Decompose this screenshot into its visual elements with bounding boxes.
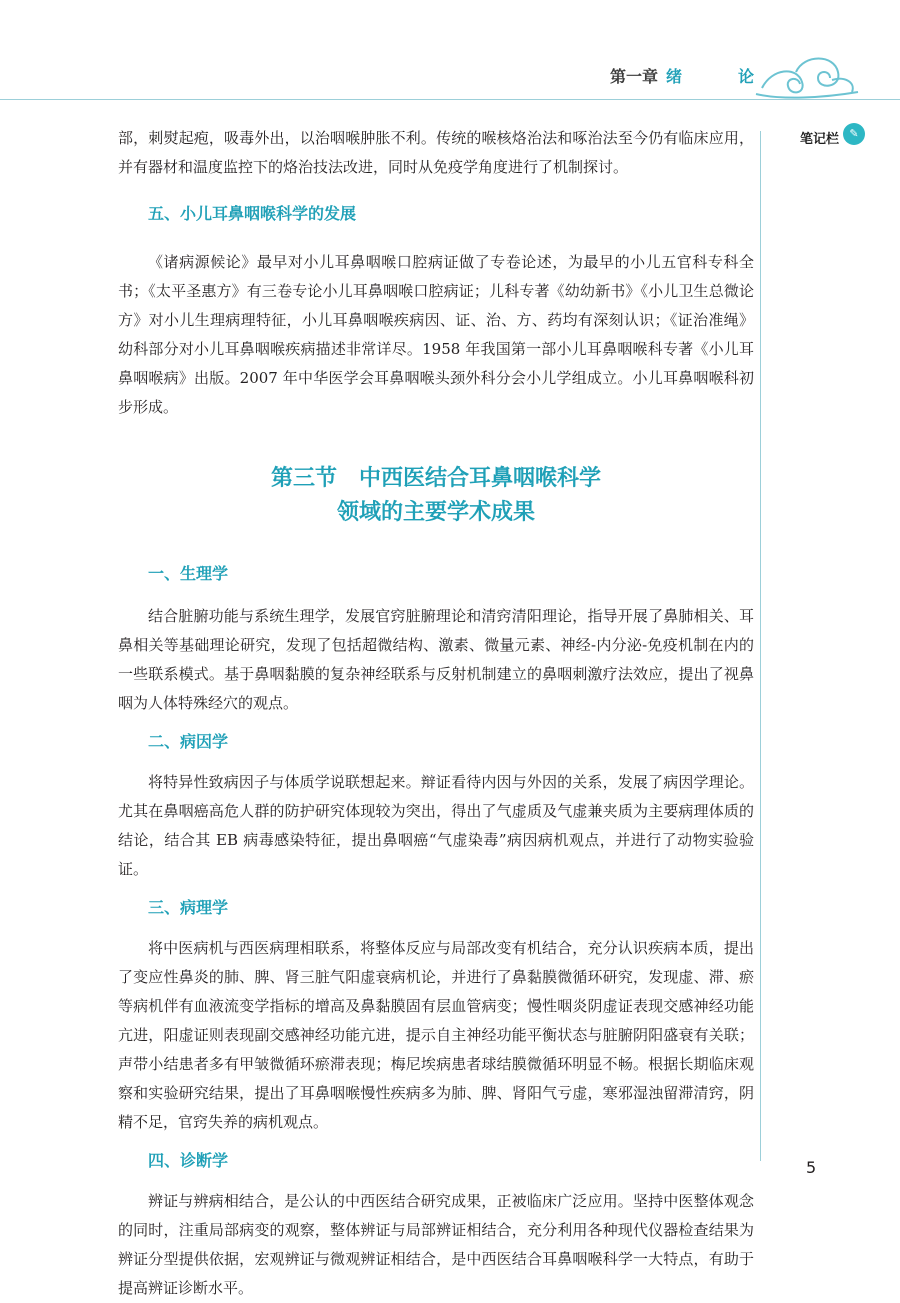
paragraph-physiology: 结合脏腑功能与系统生理学，发展官窍脏腑理论和清窍清阳理论，指导开展了鼻肺相关、耳鼻相关等基础理论研究，发现了包括超微结构、激素、微量元素、神经-内分泌-免疫机制在内的一些联系模式。基于鼻咽黏膜的复杂神经联系与反射机制建立的鼻咽刺激疗法效应，提出了视鼻咽为人体特殊经穴的观点。 (118, 607, 754, 712)
heading-etiology: 二、病因学 (148, 732, 229, 751)
header-chapter-name: 绪 论 (666, 66, 775, 86)
section-title (118, 462, 754, 530)
page-body (118, 124, 754, 1303)
heading-pediatric-development: 五、小儿耳鼻咽喉科学的发展 (148, 204, 357, 223)
heading-physiology: 一、生理学 (148, 564, 229, 583)
section-title-line-1: 第三节 中西医结合耳鼻咽喉科学 (270, 466, 601, 491)
intro-paragraph: 部，刺熨起疱，吸毒外出，以治咽喉肿胀不利。传统的喉核烙治法和啄治法至今仍有临床应用，并有器材和温度监控下的烙治技法改进，同时从免疫学角度进行了机制探讨。 (118, 129, 754, 176)
paragraph-etiology: 将特异性致病因子与体质学说联想起来。辩证看待内因与外因的关系，发展了病因学理论。尤其在鼻咽癌高危人群的防护研究体现较为突出，得出了气虚质及气虚兼夹质为主要病理体质的结论，结合其 EB 病毒感染特征，提出鼻咽癌“气虚染毒”病因病机观点，并进行了动物实验验证。 (118, 773, 754, 878)
heading-pathology: 三、病理学 (148, 898, 229, 917)
cloud-ornament-icon (752, 48, 862, 100)
section-title-line-2: 领域的主要学术成果 (336, 500, 535, 525)
notes-column-rule (760, 131, 761, 1161)
paragraph-pediatric-development: 《诸病源候论》最早对小儿耳鼻咽喉口腔病证做了专卷论述，为最早的小儿五官科专科全书；《太平圣惠方》有三卷专论小儿耳鼻咽喉口腔病证；儿科专著《幼幼新书》《小儿卫生总微论方》对小儿生理病理特征，小儿耳鼻咽喉疾病因、证、治、方、药均有深刻认识；《证治准绳》幼科部分对小儿耳鼻咽喉疾病描述非常详尽。1958 年我国第一部小儿耳鼻咽喉科专著《小儿耳鼻咽喉病》出版。2007 年中华医学会耳鼻咽喉头颈外科分会小儿学组成立。小儿耳鼻咽喉科初步形成。 (118, 253, 754, 416)
heading-diagnostics: 四、诊断学 (148, 1151, 229, 1170)
paragraph-pathology: 将中医病机与西医病理相联系，将整体反应与局部改变有机结合，充分认识疾病本质，提出了变应性鼻炎的肺、脾、肾三脏气阳虚衰病机论，并进行了鼻黏膜微循环研究，发现虚、滞、瘀等病机伴有血液流变学指标的增高及鼻黏膜固有层血管病变；慢性咽炎阴虚证表现交感神经功能亢进，阳虚证则表现副交感神经功能亢进，提示自主神经功能平衡状态与脏腑阴阳盛衰有关联；声带小结患者多有甲皱微循环瘀滞表现；梅尼埃病患者球结膜微循环明显不畅。根据长期临床观察和实验研究结果，提出了耳鼻咽喉慢性疾病多为肺、脾、肾阳气亏虚，寒邪湿浊留滞清窍，阴精不足，官窍失养的病机观点。 (118, 939, 754, 1131)
notes-column-label: 笔记栏 (800, 128, 843, 147)
notes-pen-icon: ✎ (843, 123, 865, 145)
running-header (610, 60, 774, 90)
header-chapter: 第一章 (610, 66, 659, 86)
paragraph-diagnostics: 辨证与辨病相结合，是公认的中西医结合研究成果，正被临床广泛应用。坚持中医整体观念的同时，注重局部病变的观察，整体辨证与局部辨证相结合，充分利用各种现代仪器检查结果为辨证分型提供依据，宏观辨证与微观辨证相结合，是中西医结合耳鼻咽喉科学一大特点，有助于提高辨证诊断水平。 (118, 1192, 754, 1297)
page-number: 5 (806, 1158, 817, 1177)
